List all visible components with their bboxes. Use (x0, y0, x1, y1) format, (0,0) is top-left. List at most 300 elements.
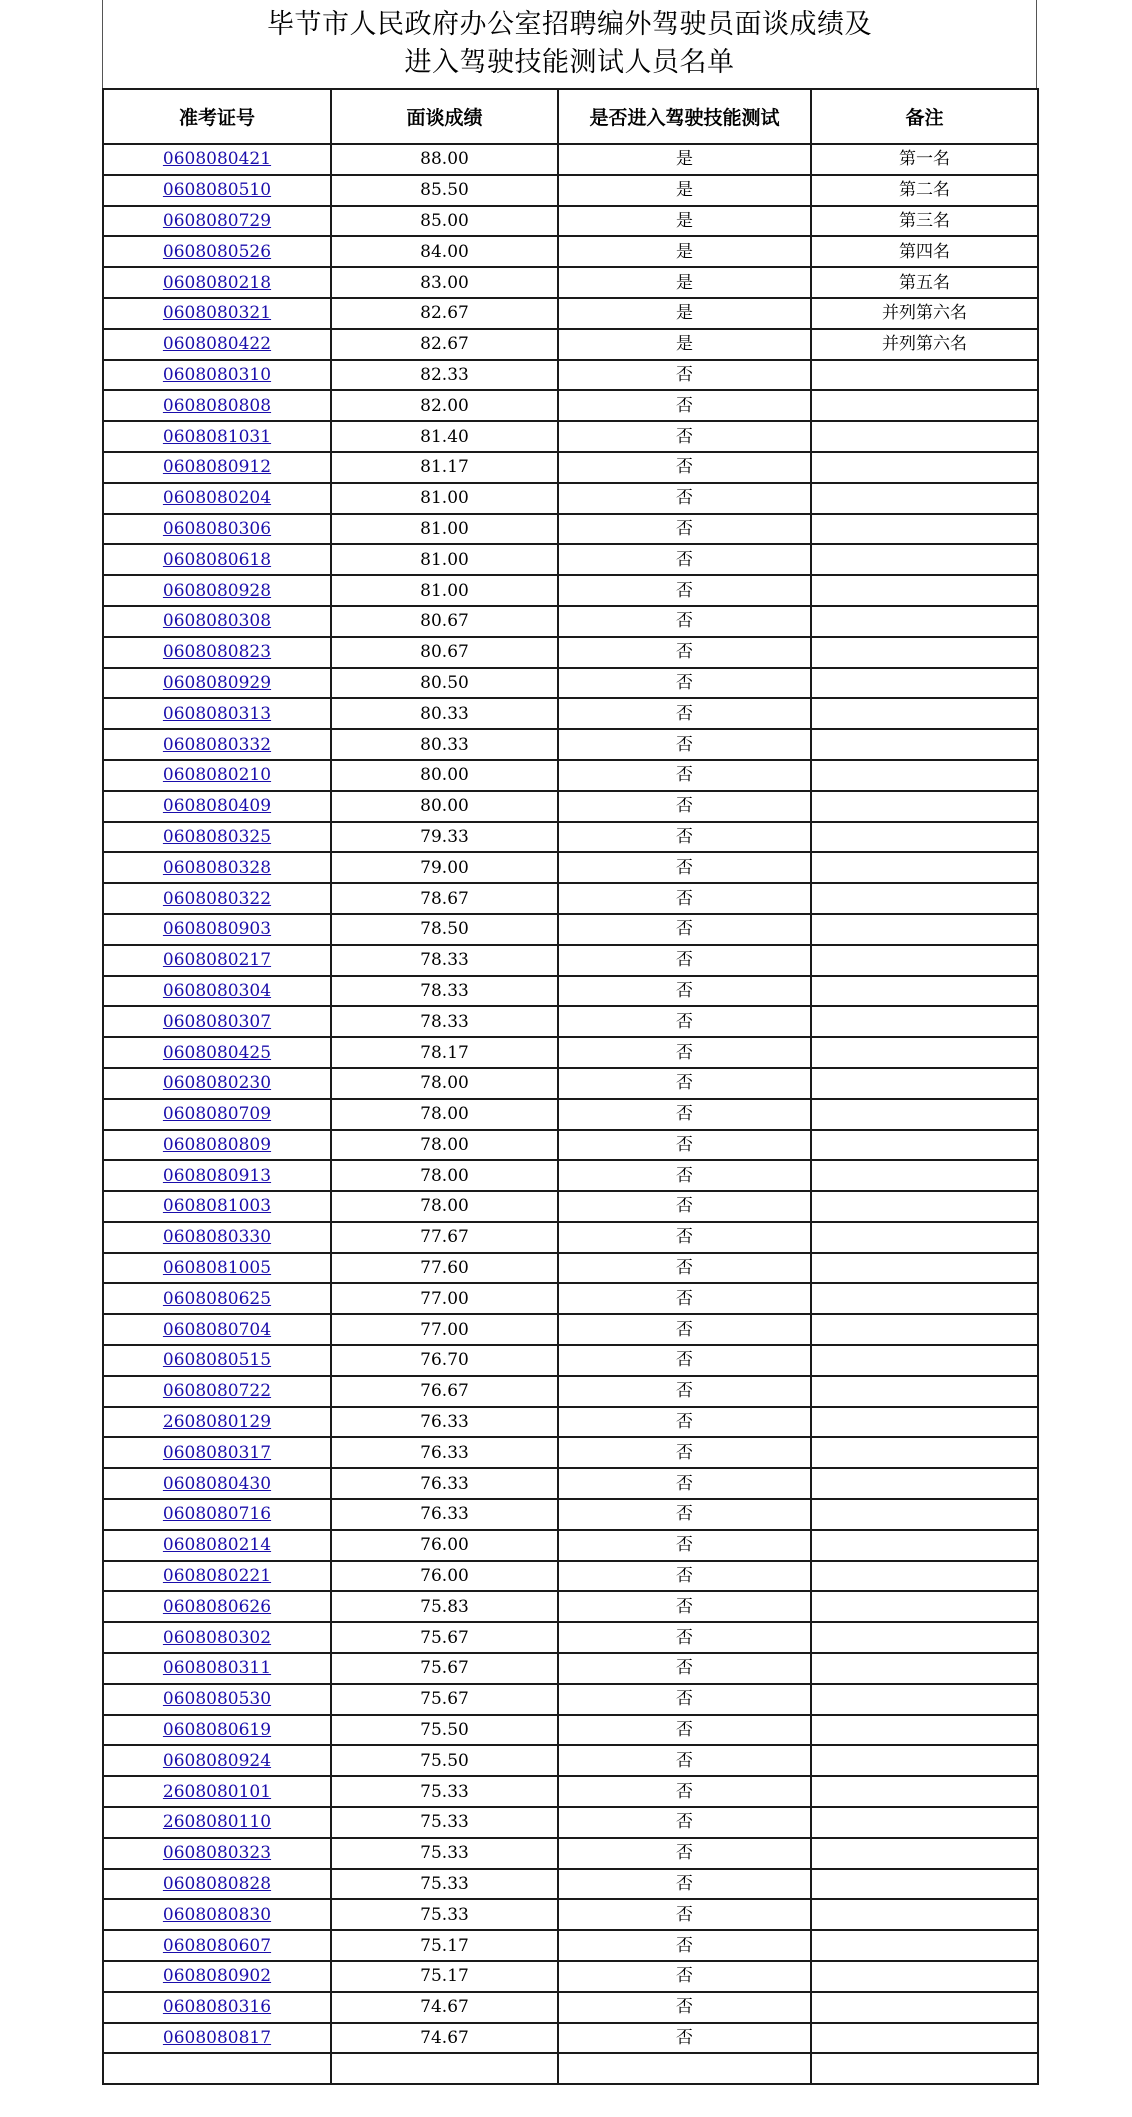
interview-score-cell: 77.00 (331, 1314, 558, 1345)
enter-test-cell: 否 (558, 729, 811, 760)
exam-id-link[interactable]: 0608080830 (162, 1904, 272, 1925)
enter-test-cell: 否 (558, 514, 811, 545)
interview-score-cell: 75.33 (331, 1776, 558, 1807)
exam-id-link[interactable]: 0608080823 (162, 642, 272, 663)
exam-id-cell (103, 1899, 331, 1930)
exam-id-link[interactable]: 2608080129 (162, 1412, 272, 1433)
exam-id-link[interactable]: 0608080214 (162, 1535, 272, 1556)
table-row (103, 791, 1038, 822)
interview-score-cell: 78.17 (331, 1037, 558, 1068)
exam-id-link[interactable]: 2608080101 (162, 1781, 272, 1802)
exam-id-link[interactable]: 0608080421 (162, 149, 272, 170)
interview-score-cell: 81.00 (331, 544, 558, 575)
exam-id-cell (103, 329, 331, 360)
exam-id-cell (103, 1530, 331, 1561)
exam-id-link[interactable]: 0608080230 (162, 1073, 272, 1094)
remarks-cell (811, 1561, 1038, 1592)
table-row (103, 175, 1038, 206)
header-remarks: 备注 (811, 89, 1038, 144)
remarks-cell (811, 2023, 1038, 2054)
table-row (103, 544, 1038, 575)
remarks-cell (811, 1499, 1038, 1530)
table-row (103, 390, 1038, 421)
remarks-cell: 并列第六名 (811, 298, 1038, 329)
header-interview-score: 面谈成绩 (331, 89, 558, 144)
enter-test-cell: 否 (558, 1930, 811, 1961)
interview-score-cell: 76.33 (331, 1407, 558, 1438)
enter-test-cell: 否 (558, 1191, 811, 1222)
table-row (103, 1561, 1038, 1592)
exam-id-link[interactable]: 0608080515 (162, 1350, 272, 1371)
interview-score-cell: 82.00 (331, 390, 558, 421)
remarks-cell: 第五名 (811, 267, 1038, 298)
empty-cell (558, 2053, 811, 2084)
remarks-cell (811, 1006, 1038, 1037)
enter-test-cell: 否 (558, 544, 811, 575)
exam-id-link[interactable]: 0608080618 (162, 549, 272, 570)
exam-id-cell (103, 2023, 331, 2054)
table-row (103, 1437, 1038, 1468)
enter-test-cell: 否 (558, 1376, 811, 1407)
table-row (103, 606, 1038, 637)
exam-id-link[interactable]: 0608080218 (162, 272, 272, 293)
enter-test-cell: 否 (558, 976, 811, 1007)
enter-test-cell: 否 (558, 575, 811, 606)
table-row (103, 1253, 1038, 1284)
exam-id-cell (103, 267, 331, 298)
enter-test-cell: 否 (558, 1283, 811, 1314)
table-row (103, 1838, 1038, 1869)
enter-test-cell: 否 (558, 1622, 811, 1653)
interview-score-cell: 75.33 (331, 1869, 558, 1900)
exam-id-cell (103, 1006, 331, 1037)
table-row (103, 360, 1038, 391)
empty-cell (103, 2053, 331, 2084)
enter-test-cell: 否 (558, 914, 811, 945)
header-exam-id: 准考证号 (103, 89, 331, 144)
interview-score-cell: 78.33 (331, 976, 558, 1007)
remarks-cell (811, 514, 1038, 545)
interview-score-cell: 75.67 (331, 1653, 558, 1684)
remarks-cell (811, 1191, 1038, 1222)
table-row (103, 1776, 1038, 1807)
enter-test-cell: 否 (558, 637, 811, 668)
interview-score-cell: 88.00 (331, 144, 558, 175)
interview-score-cell: 75.50 (331, 1715, 558, 1746)
remarks-cell (811, 637, 1038, 668)
interview-score-cell: 77.60 (331, 1253, 558, 1284)
enter-test-cell: 否 (558, 606, 811, 637)
remarks-cell (811, 729, 1038, 760)
enter-test-cell: 否 (558, 1715, 811, 1746)
empty-cell (331, 2053, 558, 2084)
exam-id-link[interactable]: 0608080619 (162, 1720, 272, 1741)
table-row (103, 206, 1038, 237)
interview-score-cell: 81.00 (331, 514, 558, 545)
exam-id-link[interactable]: 0608081031 (162, 426, 272, 447)
table-row (103, 1345, 1038, 1376)
exam-id-link[interactable]: 0608080330 (162, 1227, 272, 1248)
document-page (102, 0, 1037, 2085)
exam-id-link[interactable]: 0608080304 (162, 980, 272, 1001)
exam-id-cell (103, 976, 331, 1007)
exam-id-link[interactable]: 0608080729 (162, 210, 272, 231)
remarks-cell (811, 668, 1038, 699)
exam-id-cell (103, 575, 331, 606)
exam-id-link[interactable]: 0608080526 (162, 241, 272, 262)
table-row (103, 883, 1038, 914)
exam-id-link[interactable]: 0608080626 (162, 1596, 272, 1617)
exam-id-link[interactable]: 0608080607 (162, 1935, 272, 1956)
enter-test-cell: 否 (558, 760, 811, 791)
exam-id-link[interactable]: 0608080316 (162, 1997, 272, 2018)
exam-id-cell (103, 390, 331, 421)
exam-id-link[interactable]: 0608080709 (162, 1104, 272, 1125)
exam-id-link[interactable]: 0608080221 (162, 1566, 272, 1587)
table-row (103, 452, 1038, 483)
interview-score-cell: 78.67 (331, 883, 558, 914)
table-row (103, 1530, 1038, 1561)
exam-id-cell (103, 1715, 331, 1746)
exam-id-link[interactable]: 0608080409 (162, 796, 272, 817)
interview-score-cell: 76.33 (331, 1437, 558, 1468)
enter-test-cell: 是 (558, 298, 811, 329)
table-body (103, 144, 1038, 2084)
remarks-cell (811, 483, 1038, 514)
exam-id-cell (103, 1068, 331, 1099)
enter-test-cell: 否 (558, 1838, 811, 1869)
exam-id-link[interactable]: 0608080704 (162, 1319, 272, 1340)
page-title-line-1: 毕节市人民政府办公室招聘编外驾驶员面谈成绩及 (267, 9, 872, 40)
interview-score-cell: 75.67 (331, 1684, 558, 1715)
enter-test-cell: 否 (558, 1006, 811, 1037)
remarks-cell (811, 1345, 1038, 1376)
exam-id-link[interactable]: 0608080808 (162, 395, 272, 416)
remarks-cell (811, 390, 1038, 421)
remarks-cell (811, 760, 1038, 791)
exam-id-link[interactable]: 0608080817 (162, 2028, 272, 2048)
exam-id-link[interactable]: 0608080204 (162, 488, 272, 509)
table-row (103, 1715, 1038, 1746)
exam-id-link[interactable]: 0608080311 (162, 1658, 272, 1679)
exam-id-link[interactable]: 0608080903 (162, 919, 272, 940)
enter-test-cell: 否 (558, 1807, 811, 1838)
remarks-cell: 第四名 (811, 236, 1038, 267)
exam-id-cell (103, 175, 331, 206)
remarks-cell (811, 1283, 1038, 1314)
enter-test-cell: 否 (558, 945, 811, 976)
table-row (103, 1930, 1038, 1961)
remarks-cell (811, 1807, 1038, 1838)
exam-id-cell (103, 822, 331, 853)
exam-id-link[interactable]: 0608080302 (162, 1627, 272, 1648)
enter-test-cell: 是 (558, 144, 811, 175)
remarks-cell (811, 606, 1038, 637)
exam-id-cell (103, 1253, 331, 1284)
remarks-cell (811, 1407, 1038, 1438)
exam-id-cell (103, 637, 331, 668)
table-row (103, 822, 1038, 853)
exam-id-cell (103, 544, 331, 575)
exam-id-cell (103, 206, 331, 237)
exam-id-link[interactable]: 0608080809 (162, 1134, 272, 1155)
enter-test-cell: 否 (558, 1130, 811, 1161)
exam-id-link[interactable]: 0608080828 (162, 1874, 272, 1895)
exam-id-cell (103, 1345, 331, 1376)
exam-id-cell (103, 791, 331, 822)
remarks-cell (811, 360, 1038, 391)
enter-test-cell: 否 (558, 1684, 811, 1715)
exam-id-cell (103, 298, 331, 329)
table-row (103, 298, 1038, 329)
remarks-cell: 第一名 (811, 144, 1038, 175)
interview-score-cell: 78.00 (331, 1130, 558, 1161)
remarks-cell (811, 1130, 1038, 1161)
table-row (103, 1961, 1038, 1992)
enter-test-cell: 否 (558, 1776, 811, 1807)
table-row (103, 1468, 1038, 1499)
enter-test-cell: 否 (558, 360, 811, 391)
exam-id-cell (103, 1869, 331, 1900)
exam-id-link[interactable]: 0608080902 (162, 1966, 272, 1987)
interview-score-cell: 81.40 (331, 421, 558, 452)
remarks-cell (811, 1899, 1038, 1930)
exam-id-link[interactable]: 0608080313 (162, 703, 272, 724)
exam-id-cell (103, 1160, 331, 1191)
enter-test-cell: 否 (558, 1591, 811, 1622)
exam-id-link[interactable]: 0608080928 (162, 580, 272, 601)
remarks-cell (811, 1992, 1038, 2023)
table-row (103, 1407, 1038, 1438)
interview-score-cell: 81.17 (331, 452, 558, 483)
remarks-cell: 第三名 (811, 206, 1038, 237)
remarks-cell (811, 1037, 1038, 1068)
exam-id-link[interactable]: 0608080332 (162, 734, 272, 755)
table-row (103, 1222, 1038, 1253)
exam-id-link[interactable]: 0608081003 (162, 1196, 272, 1217)
interview-score-cell: 77.00 (331, 1283, 558, 1314)
table-row (103, 976, 1038, 1007)
exam-id-cell (103, 1930, 331, 1961)
exam-id-cell (103, 483, 331, 514)
exam-id-cell (103, 1283, 331, 1314)
interview-score-cell: 76.67 (331, 1376, 558, 1407)
table-row (103, 1653, 1038, 1684)
remarks-cell (811, 1530, 1038, 1561)
interview-score-cell: 85.00 (331, 206, 558, 237)
table-row (103, 236, 1038, 267)
interview-score-cell: 74.67 (331, 2023, 558, 2054)
table-row (103, 914, 1038, 945)
exam-id-link[interactable]: 0608080307 (162, 1011, 272, 1032)
interview-score-cell: 80.33 (331, 698, 558, 729)
header-enter-driving-test: 是否进入驾驶技能测试 (558, 89, 811, 144)
exam-id-link[interactable]: 0608080306 (162, 518, 272, 539)
interview-score-cell: 75.33 (331, 1838, 558, 1869)
enter-test-cell: 否 (558, 1745, 811, 1776)
enter-test-cell: 否 (558, 1160, 811, 1191)
exam-id-cell (103, 1499, 331, 1530)
enter-test-cell: 否 (558, 1099, 811, 1130)
interview-score-cell: 82.33 (331, 360, 558, 391)
enter-test-cell: 否 (558, 1561, 811, 1592)
exam-id-cell (103, 1407, 331, 1438)
remarks-cell (811, 698, 1038, 729)
remarks-cell (811, 1253, 1038, 1284)
exam-id-cell (103, 452, 331, 483)
exam-id-cell (103, 1222, 331, 1253)
exam-id-cell (103, 1807, 331, 1838)
interview-score-cell: 80.67 (331, 637, 558, 668)
remarks-cell (811, 421, 1038, 452)
enter-test-cell: 否 (558, 483, 811, 514)
exam-id-link[interactable]: 0608080328 (162, 857, 272, 878)
exam-id-link[interactable]: 0608080913 (162, 1165, 272, 1186)
enter-test-cell: 否 (558, 1468, 811, 1499)
interview-score-cell: 75.67 (331, 1622, 558, 1653)
exam-id-link[interactable]: 0608081005 (162, 1258, 272, 1279)
table-row (103, 1622, 1038, 1653)
remarks-cell (811, 852, 1038, 883)
remarks-cell (811, 1591, 1038, 1622)
remarks-cell (811, 976, 1038, 1007)
interview-score-cell: 74.67 (331, 1992, 558, 2023)
exam-id-link[interactable]: 0608080325 (162, 826, 272, 847)
exam-id-link[interactable]: 0608080430 (162, 1473, 272, 1494)
exam-id-link[interactable]: 0608080716 (162, 1504, 272, 1525)
table-row (103, 1191, 1038, 1222)
interview-score-cell: 80.50 (331, 668, 558, 699)
enter-test-cell: 是 (558, 206, 811, 237)
interview-score-cell: 75.17 (331, 1930, 558, 1961)
exam-id-cell (103, 883, 331, 914)
exam-id-link[interactable]: 0608080510 (162, 180, 272, 201)
exam-id-link[interactable]: 0608080322 (162, 888, 272, 909)
exam-id-cell (103, 1838, 331, 1869)
remarks-cell (811, 945, 1038, 976)
table-row (103, 637, 1038, 668)
enter-test-cell: 否 (558, 421, 811, 452)
table-row (103, 945, 1038, 976)
exam-id-cell (103, 1684, 331, 1715)
exam-id-link[interactable]: 2608080110 (162, 1812, 272, 1833)
enter-test-cell: 否 (558, 1253, 811, 1284)
enter-test-cell: 否 (558, 698, 811, 729)
exam-id-link[interactable]: 0608080929 (162, 672, 272, 693)
exam-id-cell (103, 360, 331, 391)
remarks-cell (811, 1437, 1038, 1468)
exam-id-link[interactable]: 0608080625 (162, 1288, 272, 1309)
table-row (103, 514, 1038, 545)
interview-score-cell: 75.33 (331, 1899, 558, 1930)
remarks-cell (811, 1099, 1038, 1130)
remarks-cell: 第二名 (811, 175, 1038, 206)
exam-id-link[interactable]: 0608080217 (162, 950, 272, 971)
enter-test-cell: 否 (558, 822, 811, 853)
table-row (103, 729, 1038, 760)
exam-id-cell (103, 1961, 331, 1992)
enter-test-cell: 是 (558, 236, 811, 267)
exam-id-cell (103, 760, 331, 791)
interview-score-cell: 79.33 (331, 822, 558, 853)
remarks-cell (811, 883, 1038, 914)
remarks-cell (811, 914, 1038, 945)
remarks-cell (811, 1715, 1038, 1746)
exam-id-link[interactable]: 0608080422 (162, 334, 272, 355)
interview-score-cell: 85.50 (331, 175, 558, 206)
exam-id-cell (103, 1191, 331, 1222)
exam-id-link[interactable]: 0608080530 (162, 1689, 272, 1710)
exam-id-link[interactable]: 0608080310 (162, 364, 272, 385)
table-row (103, 267, 1038, 298)
exam-id-cell (103, 1314, 331, 1345)
enter-test-cell: 是 (558, 329, 811, 360)
exam-id-cell (103, 1992, 331, 2023)
interview-score-cell: 75.50 (331, 1745, 558, 1776)
enter-test-cell: 否 (558, 1314, 811, 1345)
remarks-cell (811, 1684, 1038, 1715)
remarks-cell (811, 1653, 1038, 1684)
remarks-cell (811, 1068, 1038, 1099)
table-row (103, 1099, 1038, 1130)
exam-id-link[interactable]: 0608080912 (162, 457, 272, 478)
remarks-cell (811, 1961, 1038, 1992)
exam-id-link[interactable]: 0608080321 (162, 303, 272, 324)
table-row (103, 144, 1038, 175)
exam-id-cell (103, 668, 331, 699)
exam-id-link[interactable]: 0608080722 (162, 1381, 272, 1402)
exam-id-cell (103, 1376, 331, 1407)
exam-id-link[interactable]: 0608080308 (162, 611, 272, 632)
enter-test-cell: 否 (558, 390, 811, 421)
exam-id-link[interactable]: 0608080425 (162, 1042, 272, 1063)
exam-id-link[interactable]: 0608080317 (162, 1442, 272, 1463)
remarks-cell (811, 1376, 1038, 1407)
interview-score-cell: 78.00 (331, 1191, 558, 1222)
enter-test-cell: 否 (558, 1530, 811, 1561)
interview-score-cell: 83.00 (331, 267, 558, 298)
remarks-cell (811, 575, 1038, 606)
table-row (103, 760, 1038, 791)
exam-id-cell (103, 1099, 331, 1130)
table-row (103, 852, 1038, 883)
interview-score-cell: 80.33 (331, 729, 558, 760)
table-row (103, 1684, 1038, 1715)
table-row (103, 1499, 1038, 1530)
table-row (103, 1037, 1038, 1068)
exam-id-cell (103, 1653, 331, 1684)
exam-id-cell (103, 1622, 331, 1653)
table-row (103, 2023, 1038, 2054)
exam-id-cell (103, 945, 331, 976)
interview-score-cell: 80.67 (331, 606, 558, 637)
exam-id-link[interactable]: 0608080323 (162, 1843, 272, 1864)
results-table (102, 88, 1039, 2085)
exam-id-link[interactable]: 0608080210 (162, 765, 272, 786)
enter-test-cell: 是 (558, 175, 811, 206)
exam-id-cell (103, 1468, 331, 1499)
enter-test-cell: 否 (558, 883, 811, 914)
enter-test-cell: 否 (558, 1869, 811, 1900)
interview-score-cell: 78.33 (331, 945, 558, 976)
enter-test-cell: 否 (558, 1345, 811, 1376)
interview-score-cell: 75.83 (331, 1591, 558, 1622)
exam-id-link[interactable]: 0608080924 (162, 1750, 272, 1771)
remarks-cell (811, 1776, 1038, 1807)
table-row (103, 668, 1038, 699)
empty-cell (811, 2053, 1038, 2084)
table-row (103, 483, 1038, 514)
